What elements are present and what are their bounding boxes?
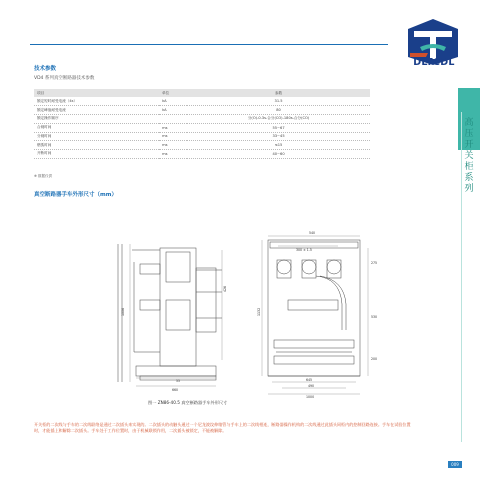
brand-logo-text: DLTCDL	[413, 57, 455, 68]
row-unit	[159, 114, 187, 123]
row-unit: ms	[159, 123, 187, 132]
side-char: 高	[464, 118, 474, 128]
right-drawing	[262, 236, 368, 394]
side-char: 柜	[464, 162, 474, 172]
row-unit: kA	[159, 97, 187, 106]
row-value: ≤15	[187, 141, 370, 150]
row-unit: kA	[159, 106, 187, 115]
row-value: 分(O)-0.3s-合分(CO)-180s-合分(CO)	[187, 114, 370, 123]
dim-left-bottom: 660	[172, 388, 179, 392]
table-header-row	[34, 89, 370, 97]
dim-left-height: 1006	[121, 307, 125, 316]
row-value: 33~45	[187, 132, 370, 141]
dim-right-h2: 200	[371, 357, 378, 361]
row-item: 额定短时耐受电流（4s）	[34, 97, 159, 106]
table-row	[34, 141, 370, 150]
row-unit: ms	[159, 132, 187, 141]
tech-params-table	[34, 89, 370, 159]
dim-left-top: 55	[176, 379, 181, 383]
dimension-labels	[121, 231, 377, 399]
dim-right-pitch: 300 ± 1.5	[296, 248, 312, 252]
col-header-value: 参数	[187, 89, 370, 97]
table-note: ※ 数据仅供	[34, 174, 53, 178]
row-item: 合闸时间	[34, 123, 159, 132]
page-number: 009	[448, 461, 462, 468]
side-char: 开	[464, 140, 474, 150]
row-unit: ms	[159, 141, 187, 150]
dims-section-title: 真空断路器手车外形尺寸（mm）	[34, 192, 117, 198]
dim-right-top: 540	[309, 231, 316, 235]
dim-right-h1: 530	[371, 315, 378, 319]
row-unit: ms	[159, 150, 187, 159]
table-row	[34, 150, 370, 159]
tech-subtitle: VD4 系列真空断路器技术参数	[34, 76, 95, 81]
row-item: 分闸时间	[34, 132, 159, 141]
row-item: 燃弧时间	[34, 141, 159, 150]
dim-right-w1: 645	[306, 378, 313, 382]
dim-right-w2: 490	[308, 384, 315, 388]
table-row	[34, 123, 370, 132]
dim-right-side: 1132	[257, 307, 261, 316]
left-drawing	[118, 244, 222, 386]
row-item: 开断时间	[34, 150, 159, 159]
dim-left-mid: 426	[223, 285, 227, 292]
row-value: 55~67	[187, 123, 370, 132]
table-row	[34, 106, 370, 115]
row-value: 40~60	[187, 150, 370, 159]
dim-right-offset: 275	[371, 261, 378, 265]
side-char: 列	[464, 184, 474, 194]
table-row	[34, 132, 370, 141]
side-char: 压	[464, 129, 474, 139]
side-char: 系	[464, 173, 474, 183]
col-header-item: 项目	[34, 89, 159, 97]
tech-section-title: 技术参数	[34, 66, 57, 72]
row-item: 额定峰值耐受电流	[34, 106, 159, 115]
figure-caption: 图一 ZN86-40.5 真空断路器手车外形尺寸	[148, 400, 228, 405]
description-paragraph: 开关柜的二次线与手车的二次线联络是通过二次插头来实现的。二次插头的动触头通过一个尼龙波纹伸缩管与手车上的二次线相连，断路器操作机构的二次线通过此插头同柜内的控制回路连接。手车在试验位置时，才能插上和解除二次插头。手车处于工作位置时，由于机械联锁作用，二次插头被锁定，不能被解除。	[34, 422, 411, 434]
header-rule	[30, 44, 388, 45]
table-row	[34, 114, 370, 123]
row-value: 31.5	[187, 97, 370, 106]
table-row	[34, 97, 370, 106]
row-value: 80	[187, 106, 370, 115]
dim-right-bottom: 1000	[306, 395, 315, 399]
side-char: 关	[464, 151, 474, 161]
row-item: 额定操作顺序	[34, 114, 159, 123]
col-header-unit: 单位	[159, 89, 187, 97]
side-category-label	[460, 118, 478, 195]
